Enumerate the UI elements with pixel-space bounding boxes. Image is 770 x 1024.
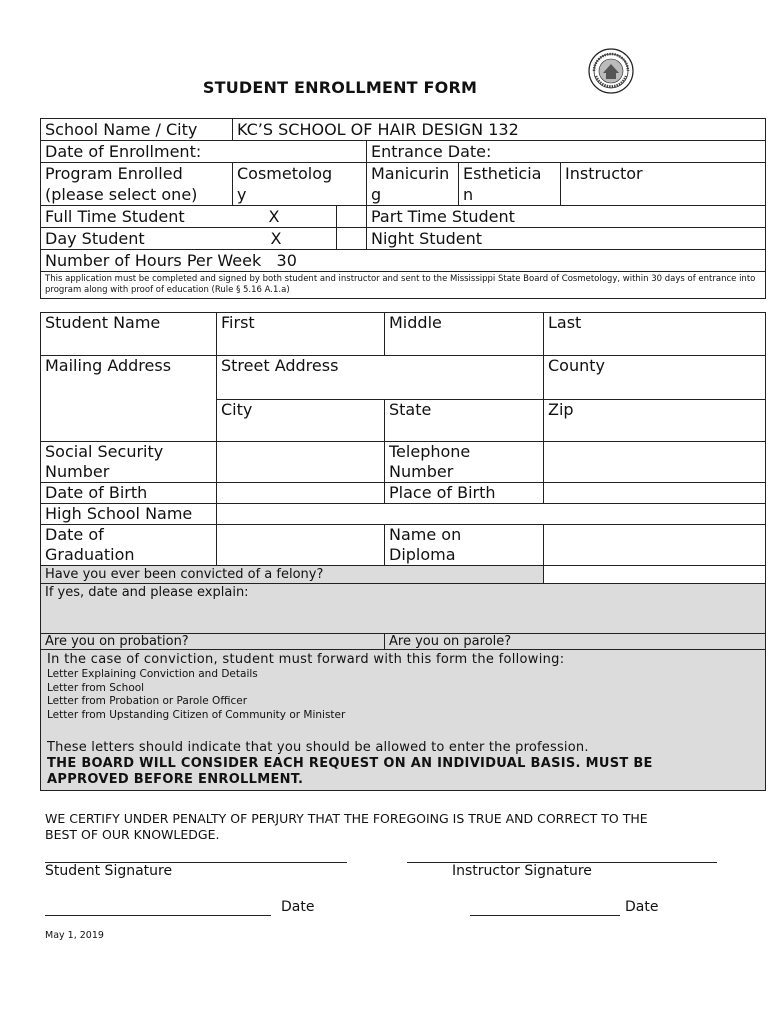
program-table xyxy=(40,118,766,299)
student-signature-label: Student Signature xyxy=(45,863,173,879)
hours-row[interactable]: Number of Hours Per Week 30 xyxy=(41,250,766,272)
student-date-line[interactable] xyxy=(45,915,271,916)
letter-item: Letter from School xyxy=(47,681,145,694)
last-name-field[interactable]: Last xyxy=(544,313,766,356)
full-time-row[interactable]: Full Time Student X xyxy=(41,206,337,228)
ssn-label: Social Security Number xyxy=(41,442,217,483)
letter-item: Letter from Upstanding Citizen of Community or Minister xyxy=(47,708,346,721)
dob-field[interactable] xyxy=(217,483,385,504)
option-manicuring[interactable]: Manicurin g xyxy=(367,163,459,206)
option-esthetician[interactable]: Estheticia n xyxy=(459,163,561,206)
diploma-label: Name on Diploma xyxy=(385,525,544,566)
phone-field[interactable] xyxy=(544,442,766,483)
felony-answer[interactable] xyxy=(544,566,766,584)
instructor-date-line[interactable] xyxy=(470,915,620,916)
certification-text: WE CERTIFY UNDER PENALTY OF PERJURY THAT THE FOREGOING IS TRUE AND CORRECT TO THE BEST OF OUR KNOWLEDGE. xyxy=(45,811,648,842)
day-row[interactable]: Day Student X xyxy=(41,228,337,250)
school-value[interactable]: KC’S SCHOOL OF HAIR DESIGN 132 xyxy=(233,119,766,141)
state-board-seal xyxy=(588,48,634,94)
diploma-field[interactable] xyxy=(544,525,766,566)
pob-label: Place of Birth xyxy=(385,483,544,504)
hs-label: High School Name xyxy=(41,504,217,525)
footer-date: May 1, 2019 xyxy=(45,930,104,941)
felony-question: Have you ever been convicted of a felony? xyxy=(41,566,544,584)
hours-value: 30 xyxy=(276,251,297,270)
option-cosmetology[interactable]: Cosmetolog y xyxy=(233,163,367,206)
ssn-field[interactable] xyxy=(217,442,385,483)
city-field[interactable]: City xyxy=(217,400,385,442)
instructor-date-label: Date xyxy=(625,899,659,915)
hs-field[interactable] xyxy=(217,504,766,525)
student-date-label: Date xyxy=(281,899,315,915)
parole-question[interactable]: Are you on parole? xyxy=(385,634,766,650)
conviction-intro: In the case of conviction, student must forward with this form the following: xyxy=(47,652,565,667)
mailing-label: Mailing Address xyxy=(41,356,217,442)
night-label[interactable]: Night Student xyxy=(367,228,766,250)
full-time-mark: X xyxy=(268,207,280,226)
letter-item: Letter Explaining Conviction and Details xyxy=(47,668,258,680)
conviction-block xyxy=(41,650,766,791)
felony-explain[interactable]: If yes, date and please explain: xyxy=(41,584,766,634)
phone-label: Telephone Number xyxy=(385,442,544,483)
first-name-field[interactable]: First xyxy=(217,313,385,356)
letter-item: Letter from Probation or Parole Officer xyxy=(47,695,248,707)
notice: This application must be completed and signed by both student and instructor and sent to the Mississippi State Board of Cosmetology, within 30 days of entrance into program along with proof of education (Rule § 5.16 A.1.a) xyxy=(41,272,766,299)
dob-label: Date of Birth xyxy=(41,483,217,504)
grad-label: Date of Graduation xyxy=(41,525,217,566)
school-label: School Name / City xyxy=(41,119,233,141)
entrance-date-label: Entrance Date: xyxy=(367,141,766,163)
day-mark: X xyxy=(270,229,282,248)
form-title: STUDENT ENROLLMENT FORM xyxy=(202,78,478,97)
street-field[interactable]: Street Address xyxy=(217,356,544,400)
board-note-2: APPROVED BEFORE ENROLLMENT. xyxy=(47,772,304,787)
part-time-label[interactable]: Part Time Student xyxy=(367,206,766,228)
grad-field[interactable] xyxy=(217,525,385,566)
student-table xyxy=(40,312,766,791)
student-name-label: Student Name xyxy=(41,313,217,356)
letters-note: These letters should indicate that you should be allowed to enter the profession. xyxy=(47,740,589,755)
enroll-date-label: Date of Enrollment: xyxy=(41,141,337,163)
instructor-signature-label: Instructor Signature xyxy=(452,863,592,879)
option-instructor[interactable]: Instructor xyxy=(561,163,766,206)
pob-field[interactable] xyxy=(544,483,766,504)
program-label: Program Enrolled (please select one) xyxy=(41,163,233,206)
middle-name-field[interactable]: Middle xyxy=(385,313,544,356)
board-note-1: THE BOARD WILL CONSIDER EACH REQUEST ON AN INDIVIDUAL BASIS. MUST BE xyxy=(47,756,653,771)
state-field[interactable]: State xyxy=(385,400,544,442)
zip-field[interactable]: Zip xyxy=(544,400,766,442)
probation-question[interactable]: Are you on probation? xyxy=(41,634,385,650)
county-field[interactable]: County xyxy=(544,356,766,400)
